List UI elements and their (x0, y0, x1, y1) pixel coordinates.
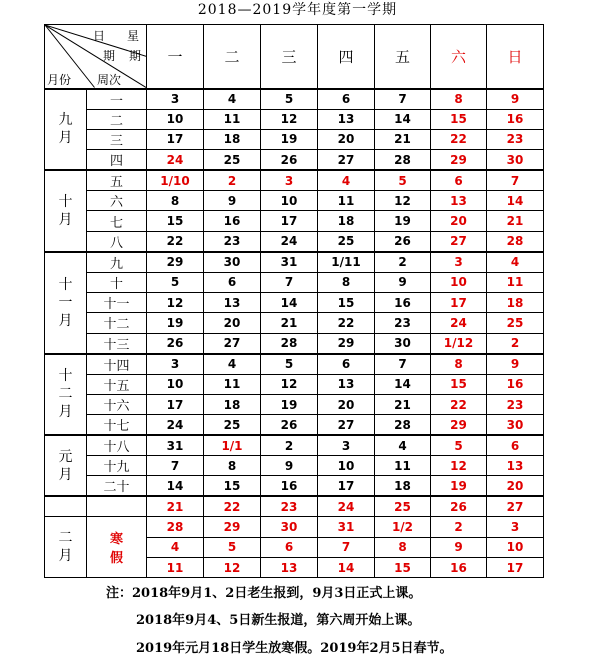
date-cell: 23 (487, 394, 544, 414)
date-cell: 16 (487, 374, 544, 394)
date-cell: 29 (431, 415, 487, 436)
date-cell: 29 (147, 252, 204, 273)
week-row (45, 272, 544, 292)
week-number: 十七 (87, 415, 147, 436)
date-cell: 8 (318, 272, 375, 292)
date-cell: 29 (318, 333, 375, 354)
date-cell: 15 (431, 109, 487, 129)
date-cell: 12 (431, 456, 487, 476)
date-cell: 1/2 (375, 517, 431, 537)
date-cell: 24 (431, 313, 487, 333)
date-cell: 16 (375, 292, 431, 312)
date-cell: 1/10 (147, 170, 204, 191)
date-cell: 19 (431, 476, 487, 497)
date-cell: 19 (147, 313, 204, 333)
calendar-table (44, 24, 544, 578)
week-number: 二 (87, 109, 147, 129)
date-cell: 10 (147, 109, 204, 129)
date-cell: 10 (261, 191, 318, 211)
date-cell: 13 (204, 292, 261, 312)
date-cell: 24 (261, 231, 318, 252)
date-cell: 23 (375, 313, 431, 333)
month-label: 二 月 (45, 517, 87, 578)
date-cell: 22 (318, 313, 375, 333)
date-cell: 16 (487, 109, 544, 129)
date-cell: 13 (431, 191, 487, 211)
corner-week-label: 周次 (97, 73, 122, 87)
date-cell: 28 (147, 517, 204, 537)
date-cell: 31 (318, 517, 375, 537)
date-cell: 5 (204, 537, 261, 557)
date-cell: 8 (431, 354, 487, 375)
date-cell: 7 (487, 170, 544, 191)
date-cell: 28 (375, 415, 431, 436)
date-cell: 9 (375, 272, 431, 292)
date-cell: 6 (318, 89, 375, 110)
date-cell: 22 (147, 231, 204, 252)
date-cell: 16 (261, 476, 318, 497)
winter-row (45, 496, 544, 516)
date-cell: 6 (204, 272, 261, 292)
date-cell: 17 (431, 292, 487, 312)
date-cell: 5 (261, 89, 318, 110)
date-cell: 2 (375, 252, 431, 273)
date-cell: 15 (375, 557, 431, 577)
winter-row (45, 517, 544, 537)
date-cell: 8 (375, 537, 431, 557)
date-cell: 19 (261, 129, 318, 149)
date-cell: 18 (204, 394, 261, 414)
date-cell: 20 (431, 211, 487, 231)
week-number: 十 (87, 272, 147, 292)
date-cell: 5 (147, 272, 204, 292)
date-cell: 3 (261, 170, 318, 191)
corner-qi-label: 期 (103, 49, 116, 63)
week-row (45, 191, 544, 211)
week-number: 十五 (87, 374, 147, 394)
date-cell: 14 (375, 109, 431, 129)
date-cell: 1/12 (431, 333, 487, 354)
week-number: 七 (87, 211, 147, 231)
weekday-header-fri: 五 (375, 25, 431, 89)
date-cell: 11 (487, 272, 544, 292)
week-number: 五 (87, 170, 147, 191)
week-row (45, 333, 544, 354)
week-number: 二十 (87, 476, 147, 497)
date-cell: 8 (204, 456, 261, 476)
date-cell: 25 (375, 496, 431, 516)
date-cell: 7 (261, 272, 318, 292)
date-cell: 5 (261, 354, 318, 375)
date-cell: 21 (375, 394, 431, 414)
corner-qi2-label: 期 (129, 49, 142, 63)
date-cell: 21 (147, 496, 204, 516)
date-cell: 23 (487, 129, 544, 149)
date-cell: 15 (431, 374, 487, 394)
date-cell: 25 (318, 231, 375, 252)
date-cell: 2 (431, 517, 487, 537)
week-row (45, 456, 544, 476)
week-row (45, 231, 544, 252)
week-number: 十四 (87, 354, 147, 375)
week-number: 三 (87, 129, 147, 149)
date-cell: 26 (261, 150, 318, 171)
note-line-3: 2019年元月18日学生放寒假。2019年2月5日春节。 (136, 641, 453, 656)
date-cell: 24 (318, 496, 375, 516)
date-cell: 25 (204, 415, 261, 436)
date-cell: 8 (147, 191, 204, 211)
date-cell: 28 (487, 231, 544, 252)
week-row (45, 109, 544, 129)
date-cell: 30 (375, 333, 431, 354)
corner-xing-label: 星 (127, 29, 140, 43)
week-row (45, 170, 544, 191)
date-cell: 20 (318, 394, 375, 414)
date-cell: 7 (375, 89, 431, 110)
blank-cell (87, 496, 147, 516)
date-cell: 3 (147, 89, 204, 110)
date-cell: 7 (147, 456, 204, 476)
date-cell: 27 (204, 333, 261, 354)
week-row (45, 150, 544, 171)
date-cell: 30 (204, 252, 261, 273)
date-cell: 27 (487, 496, 544, 516)
week-number: 十三 (87, 333, 147, 354)
date-cell: 15 (147, 211, 204, 231)
date-cell: 12 (147, 292, 204, 312)
date-cell: 15 (204, 476, 261, 497)
week-row (45, 292, 544, 312)
weekday-header-sun: 日 (487, 25, 544, 89)
month-label: 十 月 (45, 170, 87, 252)
date-cell: 18 (204, 129, 261, 149)
date-cell: 2 (204, 170, 261, 191)
header-row (45, 25, 544, 89)
week-number: 十九 (87, 456, 147, 476)
date-cell: 4 (318, 170, 375, 191)
date-cell: 22 (431, 394, 487, 414)
date-cell: 8 (431, 89, 487, 110)
date-cell: 24 (147, 150, 204, 171)
date-cell: 31 (147, 435, 204, 456)
winter-break-label: 寒 假 (87, 517, 147, 578)
date-cell: 3 (487, 517, 544, 537)
date-cell: 11 (375, 456, 431, 476)
weekday-header-wed: 三 (261, 25, 318, 89)
week-row (45, 252, 544, 273)
date-cell: 26 (375, 231, 431, 252)
date-cell: 22 (431, 129, 487, 149)
weekday-header-tue: 二 (204, 25, 261, 89)
weekday-header-thu: 四 (318, 25, 375, 89)
date-cell: 14 (375, 374, 431, 394)
date-cell: 17 (261, 211, 318, 231)
date-cell: 6 (261, 537, 318, 557)
date-cell: 12 (204, 557, 261, 577)
date-cell: 11 (147, 557, 204, 577)
date-cell: 10 (431, 272, 487, 292)
date-cell: 4 (487, 252, 544, 273)
blank-cell (45, 496, 87, 516)
date-cell: 17 (318, 476, 375, 497)
corner-month-label: 月份 (47, 73, 72, 87)
date-cell: 6 (318, 354, 375, 375)
date-cell: 5 (375, 170, 431, 191)
date-cell: 15 (318, 292, 375, 312)
week-row (45, 129, 544, 149)
note-line-2: 2018年9月4、5日新生报道，第六周开始上课。 (136, 613, 421, 628)
week-row (45, 89, 544, 110)
date-cell: 27 (318, 150, 375, 171)
date-cell: 4 (147, 537, 204, 557)
weekday-header-sat: 六 (431, 25, 487, 89)
date-cell: 13 (487, 456, 544, 476)
date-cell: 21 (487, 211, 544, 231)
page-title: 2018—2019学年度第一学期 (197, 2, 398, 18)
week-row (45, 313, 544, 333)
month-label: 十 二 月 (45, 354, 87, 436)
date-cell: 28 (261, 333, 318, 354)
week-row (45, 394, 544, 414)
date-cell: 25 (204, 150, 261, 171)
date-cell: 7 (318, 537, 375, 557)
week-row (45, 435, 544, 456)
date-cell: 12 (261, 109, 318, 129)
date-cell: 3 (147, 354, 204, 375)
week-row (45, 374, 544, 394)
corner-day-label: 日 (93, 29, 106, 43)
date-cell: 18 (487, 292, 544, 312)
date-cell: 19 (261, 394, 318, 414)
date-cell: 20 (318, 129, 375, 149)
date-cell: 31 (261, 252, 318, 273)
date-cell: 11 (318, 191, 375, 211)
week-row (45, 211, 544, 231)
weekday-header-mon: 一 (147, 25, 204, 89)
date-cell: 21 (261, 313, 318, 333)
date-cell: 13 (318, 374, 375, 394)
week-number: 一 (87, 89, 147, 110)
date-cell: 9 (204, 191, 261, 211)
week-row (45, 415, 544, 436)
week-number: 四 (87, 150, 147, 171)
date-cell: 12 (375, 191, 431, 211)
date-cell: 17 (147, 394, 204, 414)
date-cell: 3 (318, 435, 375, 456)
week-number: 九 (87, 252, 147, 273)
date-cell: 26 (261, 415, 318, 436)
date-cell: 2 (487, 333, 544, 354)
date-cell: 13 (318, 109, 375, 129)
date-cell: 25 (487, 313, 544, 333)
week-number: 十一 (87, 292, 147, 312)
date-cell: 14 (487, 191, 544, 211)
date-cell: 23 (204, 231, 261, 252)
date-cell: 7 (375, 354, 431, 375)
date-cell: 19 (375, 211, 431, 231)
date-cell: 3 (431, 252, 487, 273)
date-cell: 14 (261, 292, 318, 312)
week-row (45, 476, 544, 497)
week-number: 十六 (87, 394, 147, 414)
date-cell: 18 (318, 211, 375, 231)
date-cell: 13 (261, 557, 318, 577)
date-cell: 10 (487, 537, 544, 557)
date-cell: 1/1 (204, 435, 261, 456)
date-cell: 16 (204, 211, 261, 231)
date-cell: 9 (261, 456, 318, 476)
week-number: 十二 (87, 313, 147, 333)
date-cell: 18 (375, 476, 431, 497)
date-cell: 26 (431, 496, 487, 516)
date-cell: 11 (204, 374, 261, 394)
date-cell: 6 (487, 435, 544, 456)
date-cell: 10 (318, 456, 375, 476)
week-number: 十八 (87, 435, 147, 456)
week-number: 六 (87, 191, 147, 211)
date-cell: 27 (431, 231, 487, 252)
date-cell: 10 (147, 374, 204, 394)
date-cell: 29 (431, 150, 487, 171)
date-cell: 6 (431, 170, 487, 191)
date-cell: 22 (204, 496, 261, 516)
date-cell: 17 (147, 129, 204, 149)
week-row (45, 354, 544, 375)
date-cell: 27 (318, 415, 375, 436)
date-cell: 11 (204, 109, 261, 129)
date-cell: 30 (487, 415, 544, 436)
date-cell: 28 (375, 150, 431, 171)
date-cell: 14 (147, 476, 204, 497)
note-line-1: 注：2018年9月1、2日老生报到，9月3日正式上课。 (106, 586, 422, 601)
date-cell: 17 (487, 557, 544, 577)
date-cell: 24 (147, 415, 204, 436)
date-cell: 9 (487, 89, 544, 110)
corner-cell (45, 25, 147, 89)
date-cell: 30 (261, 517, 318, 537)
date-cell: 2 (261, 435, 318, 456)
date-cell: 30 (487, 150, 544, 171)
date-cell: 5 (431, 435, 487, 456)
date-cell: 23 (261, 496, 318, 516)
month-label: 元 月 (45, 435, 87, 496)
date-cell: 4 (204, 89, 261, 110)
month-label: 九 月 (45, 89, 87, 171)
date-cell: 20 (487, 476, 544, 497)
date-cell: 12 (261, 374, 318, 394)
date-cell: 26 (147, 333, 204, 354)
date-cell: 16 (431, 557, 487, 577)
date-cell: 14 (318, 557, 375, 577)
date-cell: 21 (375, 129, 431, 149)
date-cell: 20 (204, 313, 261, 333)
date-cell: 4 (375, 435, 431, 456)
date-cell: 4 (204, 354, 261, 375)
date-cell: 1/11 (318, 252, 375, 273)
date-cell: 9 (431, 537, 487, 557)
month-label: 十 一 月 (45, 252, 87, 354)
date-cell: 9 (487, 354, 544, 375)
date-cell: 29 (204, 517, 261, 537)
week-number: 八 (87, 231, 147, 252)
